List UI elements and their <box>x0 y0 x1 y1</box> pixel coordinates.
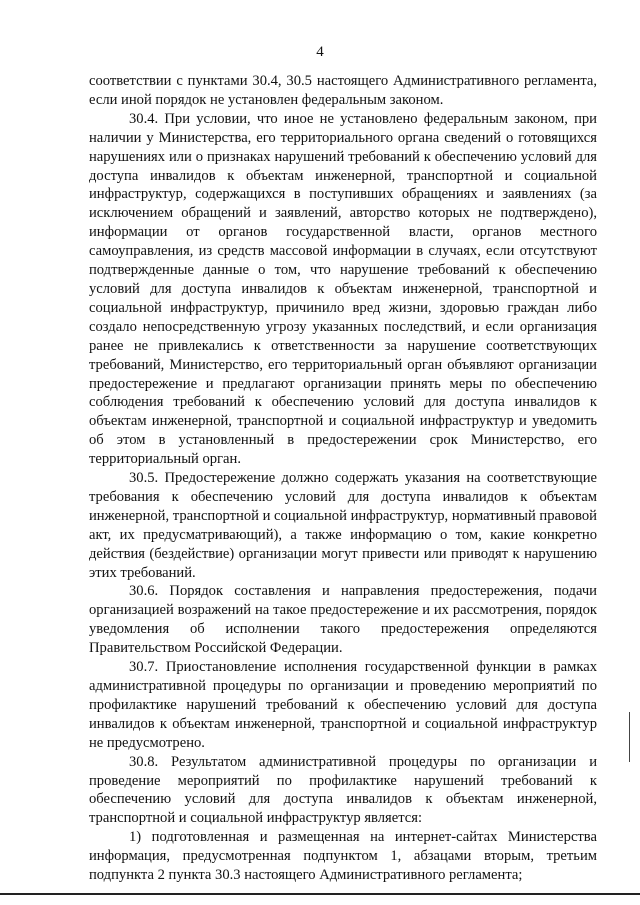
scan-edge-mark <box>629 712 630 762</box>
list-item-1: 1) подготовленная и размещенная на интернет-сайтах Министерства информация, предусмотренная подпунктом 1, абзацами вторым, третьим подпункта 2 пункта 30.3 настоящего Административного регламента; <box>89 829 597 884</box>
bottom-scan-border <box>0 893 640 895</box>
paragraph-30-5: 30.5. Предостережение должно содержать указания на соответствующие требования к обеспечению условий для доступа инвалидов к объектам инженерной, транспортной и социальной инфраструктур, нормативный правовой акт, их предусматривающий), а также информацию о том, какие конкретно действия (бездействие) организации могут привести или приводят к нарушению этих требований. <box>89 470 597 581</box>
paragraph-30-4: 30.4. При условии, что иное не установлено федеральным законом, при наличии у Министерства, его территориального органа сведений о готовящихся нарушениях или о признаках нарушений требований к обеспечению условий для доступа инвалидов к объектам инженерной, транспортной и социальной инфраструктур, содержащихся в поступивших обращениях и заявлениях (за исключением обращений и заявлений, авторство которых не подтверждено), информации от органов государственной власти, органов местного самоуправления, из средств массовой информации в случаях, если отсутствуют подтвержденные данные о том, что нарушение требований к обеспечению условий для доступа инвалидов к объектам инженерной, транспортной и социальной инфраструктур, причинило вред жизни, здоровью граждан либо создало непосредственную угрозу указанных последствий, и если организация ранее не привлекались к ответственности за нарушение соответствующих требований, Министерство, его территориальный орган объявляют организации предостережение и предлагают организации принять меры по обеспечению соблюдения требований к обеспечению условий для доступа инвалидов к объектам инженерной, транспортной и социальной инфраструктур и уведомить об этом в установленный в предостережении срок Министерство, его территориальный орган. <box>89 110 597 468</box>
page-number: 4 <box>316 44 324 60</box>
paragraph-continuation: соответствии с пунктами 30.4, 30.5 настоящего Административного регламента, если иной порядок не установлен федеральным законом. <box>89 73 597 108</box>
paragraph-30-8: 30.8. Результатом административной процедуры по организации и проведение мероприятий по профилактике нарушений требований к обеспечению условий для доступа инвалидов к объектам инженерной, транспортной и социальной инфраструктур является: <box>89 753 597 827</box>
paragraph-30-6: 30.6. Порядок составления и направления предостережения, подачи организацией возражений на такое предостережение и их рассмотрения, порядок уведомления об исполнении такого предостережения определяются Правительством Российской Федерации. <box>89 583 597 657</box>
paragraph-30-7: 30.7. Приостановление исполнения государственной функции в рамках административной процедуры по организации и проведению мероприятий по профилактике нарушений требований к обеспечению условий для доступа инвалидов к объектам инженерной, транспортной и социальной инфраструктур не предусмотрено. <box>89 659 597 751</box>
document-body <box>89 72 597 885</box>
